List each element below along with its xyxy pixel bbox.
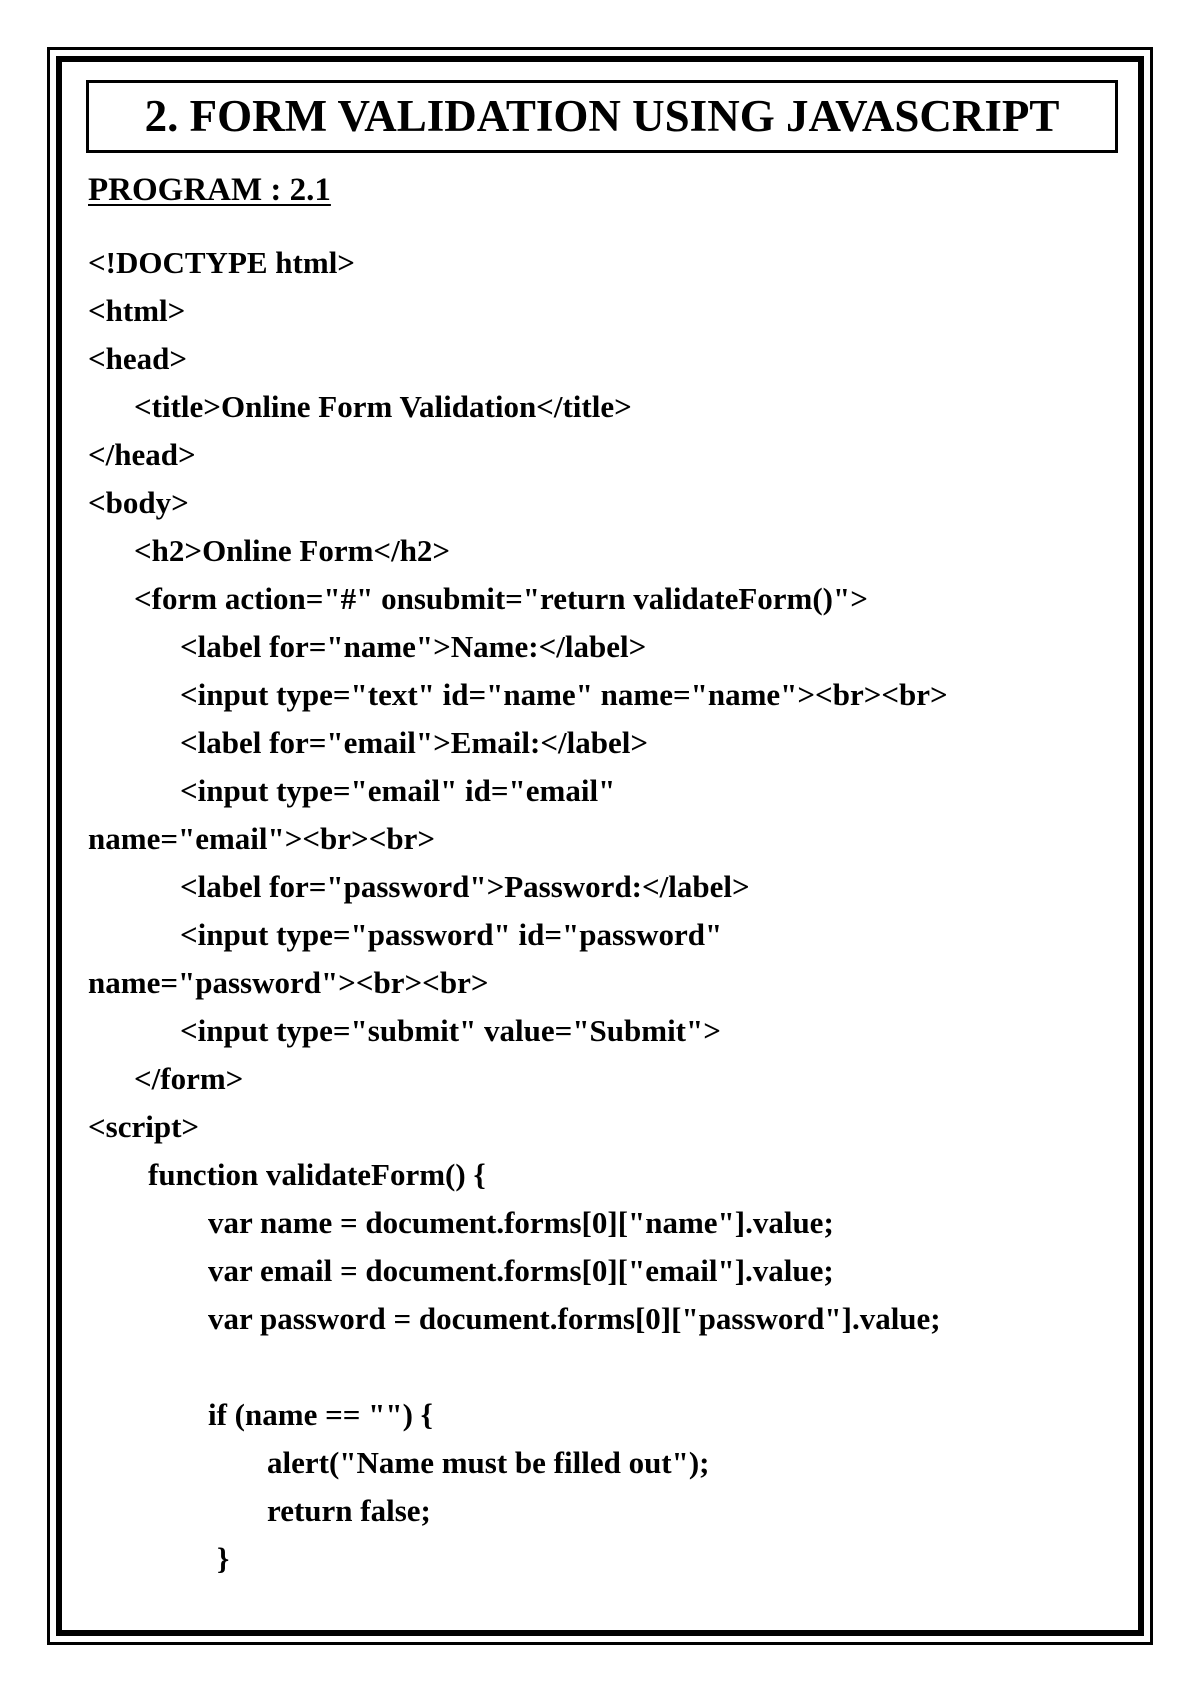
- code-line: <label for="name">Name:</label>: [180, 629, 647, 664]
- code-line: if (name == "") {: [208, 1397, 433, 1432]
- code-line: <h2>Online Form</h2>: [134, 533, 451, 568]
- code-line: <form action="#" onsubmit="return validateForm()">: [134, 581, 868, 616]
- code-line: <input type="text" id="name" name="name"><br><br>: [180, 677, 948, 712]
- section-title: 2. FORM VALIDATION USING JAVASCRIPT: [144, 91, 1060, 141]
- section-title-box: [86, 80, 1118, 153]
- code-line: <!DOCTYPE html>: [88, 245, 355, 280]
- program-label: PROGRAM : 2.1: [88, 172, 331, 208]
- code-line: </head>: [88, 437, 196, 472]
- code-line: var password = document.forms[0]["password"].value;: [208, 1301, 941, 1336]
- code-line: <input type="submit" value="Submit">: [180, 1013, 721, 1048]
- code-line: <label for="email">Email:</label>: [180, 725, 648, 760]
- code-line: <input type="email" id="email": [180, 773, 616, 808]
- code-line: <script>: [88, 1109, 200, 1144]
- code-line: <title>Online Form Validation</title>: [134, 389, 632, 424]
- code-line: name="email"><br><br>: [88, 821, 436, 856]
- code-line: </form>: [134, 1061, 244, 1096]
- code-line: var email = document.forms[0]["email"].value;: [208, 1253, 834, 1288]
- code-line: <label for="password">Password:</label>: [180, 869, 750, 904]
- code-line: <input type="password" id="password": [180, 917, 723, 952]
- code-line: return false;: [267, 1493, 431, 1528]
- code-line: <html>: [88, 293, 186, 328]
- code-line: <head>: [88, 341, 188, 376]
- code-line: function validateForm() {: [148, 1157, 486, 1192]
- code-line: var name = document.forms[0]["name"].value;: [208, 1205, 834, 1240]
- code-line: }: [217, 1541, 230, 1576]
- code-line: name="password"><br><br>: [88, 965, 489, 1000]
- code-listing: [88, 239, 1128, 1583]
- code-line: alert("Name must be filled out");: [267, 1445, 710, 1480]
- code-line: [88, 1343, 1128, 1391]
- code-line: <body>: [88, 485, 189, 520]
